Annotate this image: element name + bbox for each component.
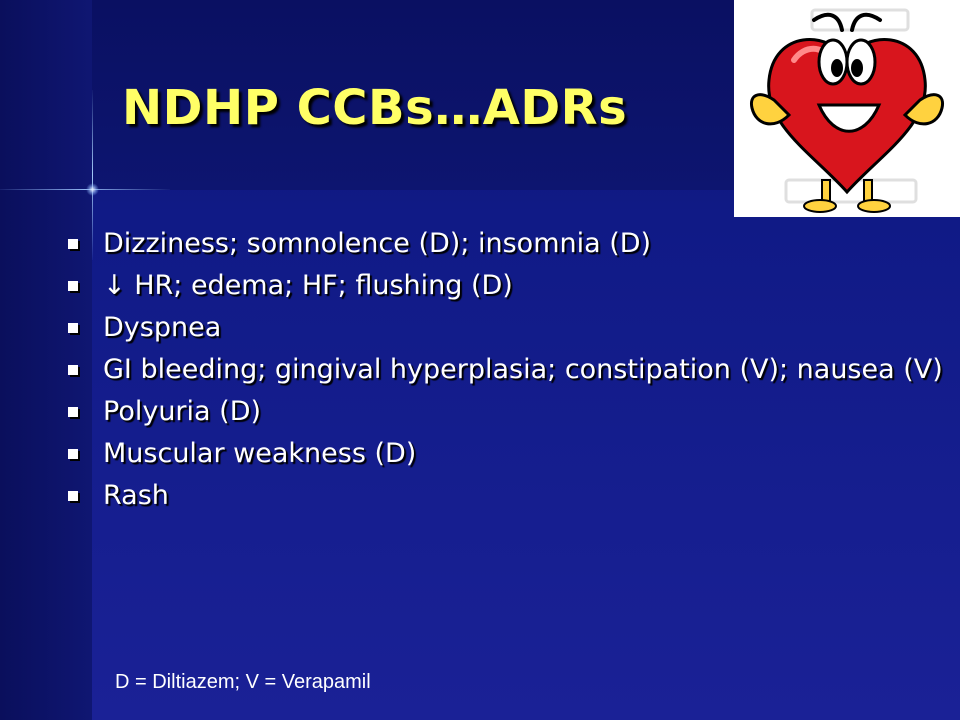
- list-item-text: Dizziness; somnolence (D); insomnia (D): [103, 228, 652, 259]
- heart-cartoon-icon: [734, 0, 960, 217]
- list-item: [66, 354, 946, 386]
- bullet-square-icon: [68, 281, 78, 291]
- bullet-square-icon: [68, 323, 78, 333]
- list-item-text: GI bleeding; gingival hyperplasia; constipation (V); nausea (V): [103, 354, 943, 385]
- list-item: [66, 438, 946, 470]
- list-item-text: Dyspnea: [103, 312, 222, 343]
- bullet-square-icon: [68, 491, 78, 501]
- list-item-text: ↓ HR; edema; HF; flushing (D): [103, 270, 513, 301]
- list-item-text: Polyuria (D): [103, 396, 262, 427]
- bullet-list: [66, 228, 946, 522]
- footnote: D = Diltiazem; V = Verapamil: [115, 671, 371, 693]
- list-item-text: Rash: [103, 480, 169, 511]
- list-item: [66, 396, 946, 428]
- list-item: [66, 270, 946, 302]
- list-item: [66, 480, 946, 512]
- heart-image: [734, 0, 960, 217]
- bullet-square-icon: [68, 407, 78, 417]
- light-flare-star: [86, 183, 99, 196]
- list-item-text: Muscular weakness (D): [103, 438, 417, 469]
- slide-title: NDHP CCBs…ADRs: [122, 80, 628, 136]
- bullet-square-icon: [68, 365, 78, 375]
- list-item: [66, 312, 946, 344]
- list-item: [66, 228, 946, 260]
- bullet-square-icon: [68, 239, 78, 249]
- bullet-square-icon: [68, 449, 78, 459]
- light-flare-horizontal: [0, 189, 170, 190]
